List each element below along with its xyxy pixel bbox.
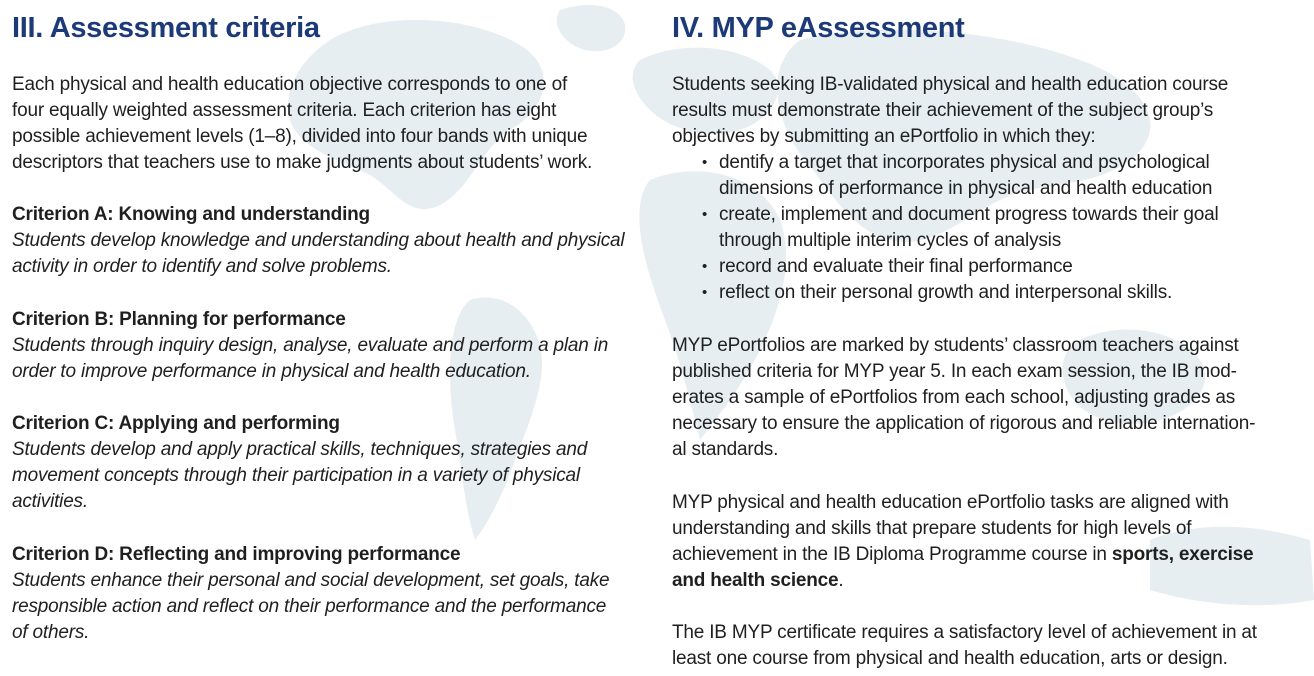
criterion-c-desc-line: movement concepts through their participation in a variety of physical: [12, 465, 580, 486]
section-heading-assessment-criteria: III. Assessment criteria: [12, 12, 320, 44]
intro-line: descriptors that teachers use to make judgments about students’ work.: [12, 152, 593, 173]
criterion-c: [12, 411, 587, 515]
eportfolio-requirements-list: [702, 150, 1219, 306]
paragraph-line: [672, 542, 1253, 568]
criterion-d-desc-line: responsible action and reflect on their performance and the performance: [12, 596, 607, 617]
intro-line: objectives by submitting an ePortfolio in which they:: [672, 126, 1096, 147]
criterion-c-desc-line: Students develop and apply practical skills, techniques, strategies and: [12, 439, 588, 460]
eportfolio-alignment-paragraph: [672, 490, 1253, 594]
emphasis-exercise: exercise: [1178, 544, 1254, 565]
intro-line: possible achievement levels (1–8), divided into four bands with unique: [12, 126, 588, 147]
paragraph-text: achievement in the IB Diploma Programme course in: [672, 544, 1112, 565]
criterion-a-desc-line: Students develop knowledge and understanding about health and physical: [12, 230, 625, 251]
criterion-a: [12, 202, 624, 280]
criterion-d-desc-line: Students enhance their personal and social development, set goals, take: [12, 570, 610, 591]
criterion-c-desc-line: activities.: [12, 491, 88, 512]
list-item-line: • dentify a target that incorporates physical and psychological: [719, 152, 1210, 173]
paragraph-line: al standards.: [672, 439, 779, 460]
list-item: [702, 202, 1219, 254]
list-item: [702, 254, 1219, 280]
paragraph-line: necessary to ensure the application of rigorous and reliable internation-: [672, 413, 1256, 434]
paragraph-line: MYP ePortfolios are marked by students’ classroom teachers against: [672, 335, 1239, 356]
criterion-d-desc-line: of others.: [12, 622, 90, 643]
paragraph-line: erates a sample of ePortfolios from each school, adjusting grades as: [672, 387, 1236, 408]
intro-line: results must demonstrate their achievement of the subject group’s: [672, 100, 1214, 121]
emphasis-health-science: and health science: [672, 570, 839, 591]
intro-line: four equally weighted assessment criteria. Each criterion has eight: [12, 100, 557, 121]
criterion-a-title: Criterion A: Knowing and understanding: [12, 204, 370, 225]
paragraph-line: MYP physical and health education ePortfolio tasks are aligned with: [672, 492, 1229, 513]
criterion-b-desc-line: order to improve performance in physical and health education.: [12, 361, 531, 382]
paragraph-line: [672, 568, 1253, 594]
eportfolio-marking-paragraph: [672, 333, 1255, 463]
criterion-d-title: Criterion D: Reflecting and improving performance: [12, 544, 461, 565]
paragraph-line: The IB MYP certificate requires a satisfactory level of achievement in at: [672, 622, 1257, 643]
paragraph-line: understanding and skills that prepare students for high levels of: [672, 518, 1192, 539]
list-item-line: • record and evaluate their final performance: [719, 256, 1073, 277]
section-heading-myp-eassessment: IV. MYP eAssessment: [672, 12, 965, 44]
map-greenland: [557, 5, 625, 51]
paragraph-line: published criteria for MYP year 5. In each exam session, the IB mod-: [672, 361, 1237, 382]
paragraph-line: least one course from physical and health education, arts or design.: [672, 648, 1228, 669]
criterion-b-title: Criterion B: Planning for performance: [12, 309, 346, 330]
list-item-line: through multiple interim cycles of analysis: [719, 230, 1061, 251]
list-item-line: • create, implement and document progress towards their goal: [719, 204, 1219, 225]
intro-line: Each physical and health education objective corresponds to one of: [12, 74, 568, 95]
criterion-c-title: Criterion C: Applying and performing: [12, 413, 340, 434]
myp-certificate-paragraph: [672, 620, 1257, 672]
list-item: [702, 280, 1219, 306]
list-item: [702, 150, 1219, 202]
criterion-a-desc-line: activity in order to identify and solve problems.: [12, 256, 392, 277]
assessment-intro-paragraph: [12, 72, 592, 176]
paragraph-text: .: [838, 570, 844, 591]
eassessment-intro-paragraph: [672, 72, 1228, 150]
emphasis-sports: sports: [1111, 544, 1169, 565]
criterion-b-desc-line: Students through inquiry design, analyse, evaluate and perform a plan in: [12, 335, 609, 356]
list-item-line: • reflect on their personal growth and interpersonal skills.: [719, 282, 1173, 303]
intro-line: Students seeking IB-validated physical and health education course: [672, 74, 1229, 95]
criterion-b: [12, 307, 608, 385]
list-item-line: dimensions of performance in physical and health education: [719, 178, 1213, 199]
criterion-d: [12, 542, 609, 646]
emphasis-separator: ,: [1168, 544, 1179, 565]
